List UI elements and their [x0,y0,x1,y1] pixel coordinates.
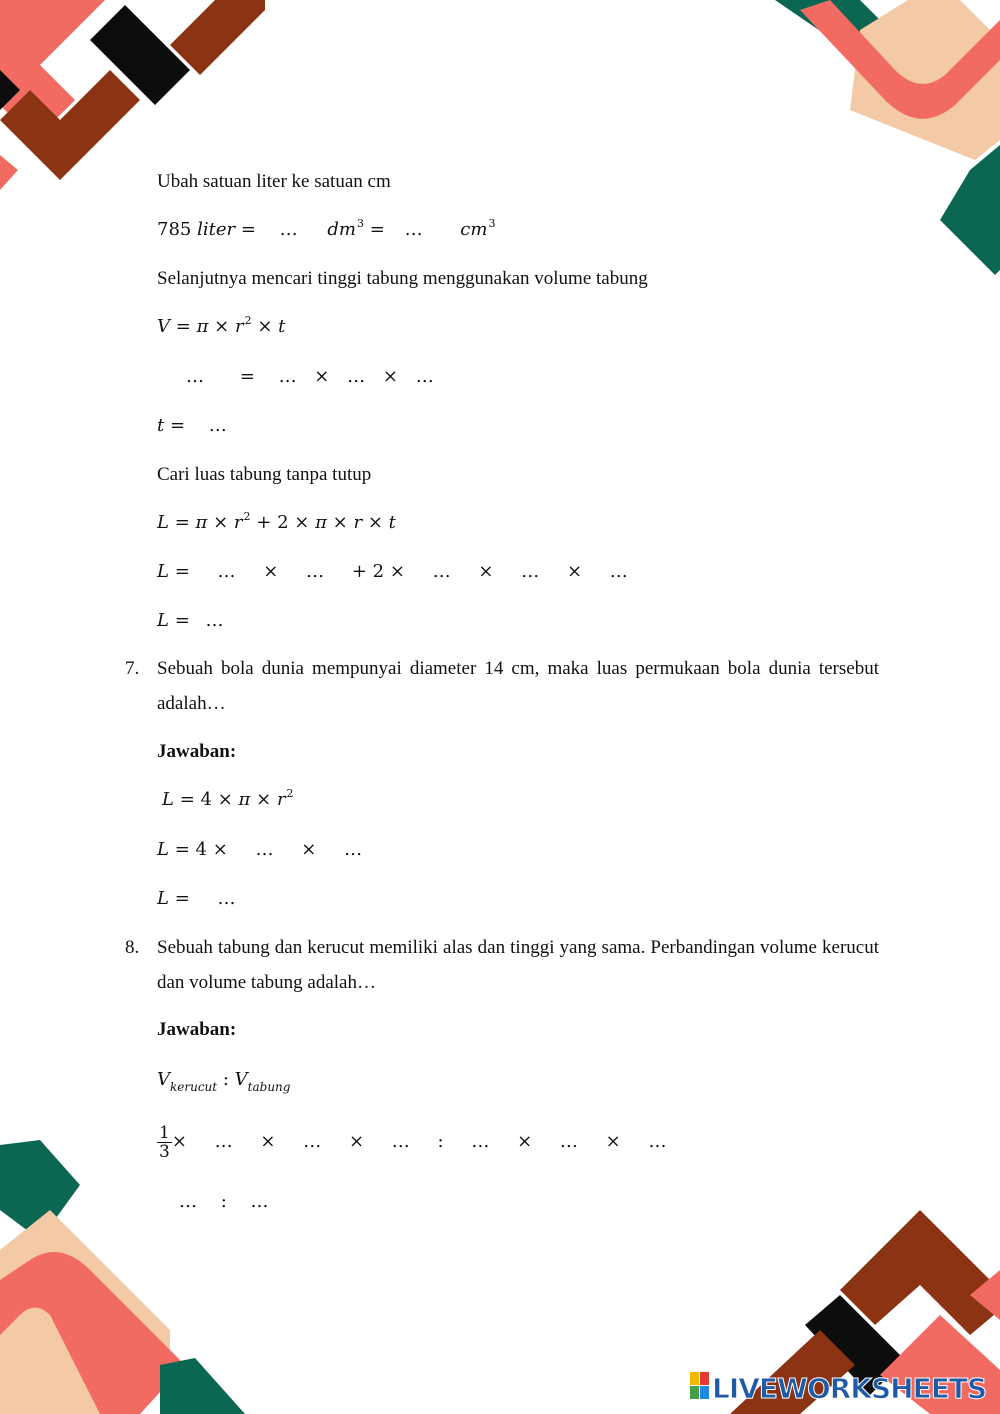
sphere-result-line [157,888,236,910]
volume-ratio-result-line [179,1191,269,1213]
var-t: t [157,415,165,436]
blank: … [415,366,434,387]
volume-substitution-line [186,366,434,388]
answer-label-8: Jawaban: [157,1019,237,1040]
blank: … [521,561,540,582]
times-sign: × [566,561,583,582]
blank: … [186,366,204,387]
equals-sign: = [174,888,190,909]
blank: … [217,888,236,909]
times-sign: × [478,561,494,582]
times-sign: × [348,1131,365,1152]
var-L: L [157,610,169,631]
fraction-one-third [157,1124,172,1161]
subscript-kerucut: kerucut [170,1080,218,1094]
unit-liter: liter [197,219,236,240]
equals-sign: = [174,610,190,631]
times-sign: × [332,512,348,533]
line-find-height-instruction: Selanjutnya mencari tinggi tabung menggunakan volume tabung [157,268,648,289]
equals-sign: = [239,366,255,387]
exponent-2: 2 [286,787,294,800]
var-pi: π [195,512,208,533]
formula-luas-tabung-tanpa-tutup [157,512,396,536]
blank: … [347,366,366,387]
equals-sign: = [174,561,190,582]
var-pi: π [238,789,251,810]
blank: … [217,561,236,582]
formula-volume-tabung [157,316,285,340]
var-pi: π [196,316,209,337]
var-r: r [233,512,243,533]
subscript-tabung: tabung [247,1080,291,1094]
blank-dm3-value: … [279,219,298,240]
var-L: L [157,561,169,582]
exponent-2: 2 [244,314,252,327]
fraction-denominator: 3 [159,1141,170,1162]
unit-cm: cm [460,219,488,240]
liveworksheets-logo [690,1372,986,1405]
line-convert-instruction: Ubah satuan liter ke satuan cm [157,171,391,192]
var-L: L [157,839,169,860]
blank: … [303,1131,322,1152]
equals-sign: = [240,219,256,240]
times-sign: × [301,839,317,860]
blank: … [391,1131,410,1152]
equals-sign: = [175,316,191,337]
blank: … [648,1131,667,1152]
times-sign: × [260,1131,276,1152]
colon-sign: : [437,1131,444,1152]
surface-area-substitution-line [157,561,628,583]
colon-sign: : [220,1191,227,1212]
times-sign: × [389,561,405,582]
times-sign: × [314,366,330,387]
blank: … [306,561,325,582]
times-sign: × [294,512,310,533]
times-sign: × [217,789,233,810]
fraction-numerator: 1 [159,1122,170,1143]
times-sign: × [605,1131,621,1152]
blank: … [214,1131,233,1152]
var-L: L [162,789,174,810]
var-t: t [278,316,286,337]
blank: … [205,610,224,631]
blank: … [609,561,628,582]
times-sign: × [257,316,273,337]
equals-sign: = [174,512,190,533]
line-liter-conversion [157,219,495,243]
times-sign: × [256,789,272,810]
plus-two: + 2 [256,512,289,533]
var-r: r [353,512,363,533]
times-sign: × [382,366,398,387]
equals-sign: = [169,415,186,436]
times-sign: × [212,839,228,860]
times-sign: × [171,1131,187,1152]
value-785: 785 [157,219,192,240]
blank: … [255,839,274,860]
blank: … [179,1191,197,1212]
blank: … [250,1191,269,1212]
blank: … [432,561,451,582]
height-result-line [157,415,227,437]
question-number-7: 7. [125,658,140,679]
plus-two: + 2 [351,561,385,582]
exponent-2: 2 [243,510,251,523]
exponent-3: 3 [357,217,364,230]
liveworksheets-logo-icon [690,1372,710,1400]
volume-ratio-expression [157,1069,290,1092]
value-4: 4 [200,789,212,810]
answer-label-7: Jawaban: [157,741,237,762]
times-sign: × [213,512,229,533]
bottom-left-decoration [0,1140,270,1414]
var-L: L [157,512,169,533]
question-8-text: Sebuah tabung dan kerucut memiliki alas dan tinggi yang sama. Perbandingan volume kerucut dan volume tabung adalah… [157,937,879,993]
blank: … [344,839,363,860]
value-4: 4 [195,839,207,860]
formula-luas-bola [162,789,294,813]
equals-sign: = [174,839,190,860]
colon-sign: : [222,1069,229,1090]
question-7-text: Sebuah bola dunia mempunyai diameter 14 cm, maka luas permukaan bola dunia tersebut adalah… [157,658,879,714]
top-right-decoration [760,0,1000,280]
var-V: V [157,316,170,337]
unit-dm: dm [327,219,356,240]
times-sign: × [517,1131,533,1152]
liveworksheets-wordmark: LIVEWORKSHEETS [712,1372,987,1405]
blank-cm3-value: … [404,219,423,240]
equals-sign: = [179,789,195,810]
blank: … [471,1131,490,1152]
var-L: L [157,888,169,909]
times-sign: × [367,512,383,533]
var-pi: π [315,512,327,533]
volume-ratio-substitution-line [157,1122,666,1162]
var-t: t [388,512,396,533]
var-r: r [234,316,244,337]
var-V: V [234,1069,248,1090]
line-surface-area-instruction: Cari luas tabung tanpa tutup [157,464,372,485]
blank: … [559,1131,578,1152]
times-sign: × [263,561,279,582]
sphere-substitution-line [157,839,362,861]
times-sign: × [214,316,230,337]
var-V: V [157,1069,170,1090]
equals-sign: = [369,219,385,240]
surface-area-result-line [157,610,224,632]
exponent-3: 3 [488,217,496,230]
blank: … [208,415,227,436]
var-r: r [276,789,286,810]
blank: … [278,366,297,387]
question-number-8: 8. [125,937,140,958]
